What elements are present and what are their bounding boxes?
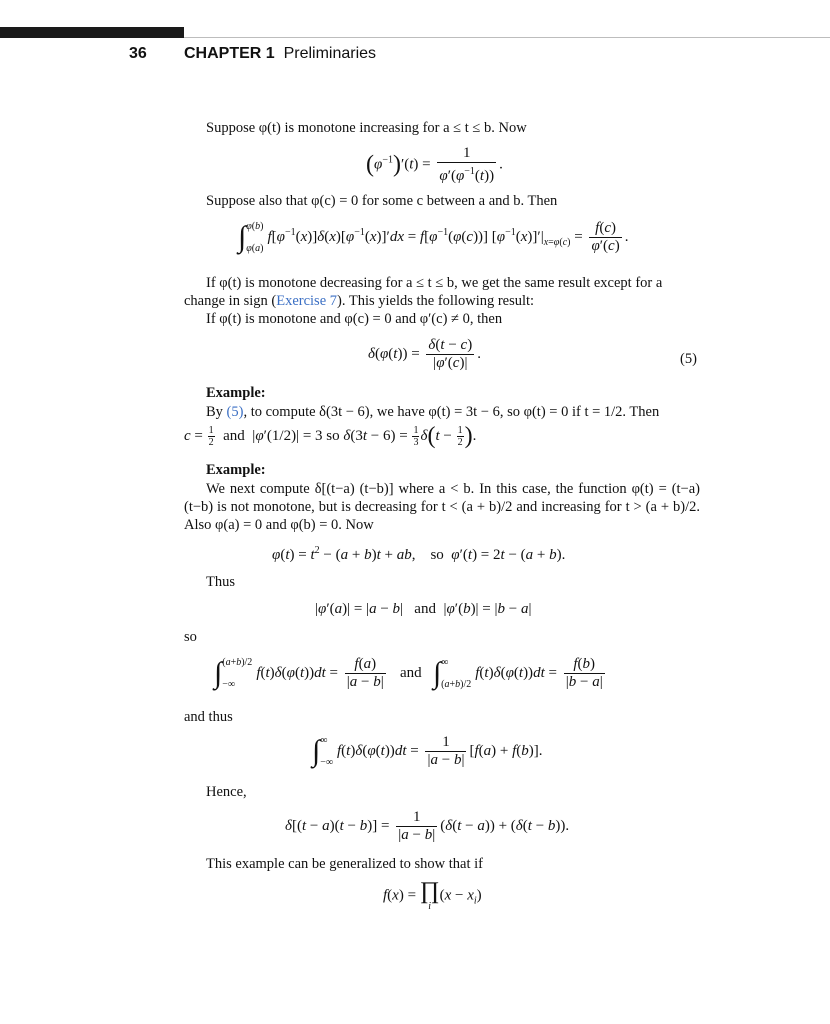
sign-change-text-a: change in sign ( xyxy=(184,293,277,309)
chapter-label: CHAPTER 1 xyxy=(184,45,275,62)
paragraph-so: so xyxy=(184,629,197,645)
example-1-heading: Example: xyxy=(206,385,266,401)
example-2-heading: Example: xyxy=(206,462,266,478)
chapter-title: Preliminaries xyxy=(283,45,377,62)
example-2-text: We next compute δ[(t−a) (t−b)] where a < b. In this case, the function φ(t) = (t−a) (t−b) is not monotone, but is decreasing for t < (a + b)/2 and increasing for t > (a + b)/2. Also φ(a) = 0 and φ(b) = 0. Now xyxy=(184,481,700,533)
equation-example-1-result: c = $\frac{1}{2}$ and |φ′(1/2)| = 3 so δ(3t − 6) = $\frac{1}{3}$ δ(t − $\frac{1}{2}$ ). xyxy=(184,423,477,449)
header-bar xyxy=(0,27,184,38)
chapter-heading xyxy=(184,45,376,63)
equation-derivative-abs: |φ′(a)| = |a − b| and |φ′(b)| = |b − a| xyxy=(315,601,532,617)
equation-product-polynomial: f(x) = ∏ i $(x - x_i)$ xyxy=(383,878,482,912)
paragraph-and-thus: and thus xyxy=(184,709,233,725)
paragraph-generalize: This example can be generalized to show that if xyxy=(206,856,484,872)
paragraph-phi-c-zero: Suppose also that φ(c) = 0 for some c between a and b. Then xyxy=(206,193,558,209)
equation-5-link[interactable]: (5) xyxy=(226,404,244,420)
example-1-text xyxy=(206,403,659,421)
equation-phi-quadratic: $\varphi(t) = t^2 - (a + b)t$ + ab, so φ′(t) = 2t − (a + b). xyxy=(272,545,566,563)
example-1-text-a: By xyxy=(206,404,227,420)
equation-inverse-derivative: $(\varphi^{-1})'(t)$ = $\frac{1}{\varphi'(\varphi^{-1}(t))}$ . xyxy=(366,145,503,184)
equation-5: δ(φ(t)) = $\frac{\delta(t - c)}{|\varphi'(c)|}$ . xyxy=(368,337,481,371)
paragraph-monotone-increasing: Suppose φ(t) is monotone increasing for a ≤ t ≤ b. Now xyxy=(206,120,527,136)
exercise-7-link[interactable]: Exercise 7 xyxy=(276,293,338,309)
equation-number-5: (5) xyxy=(680,351,697,367)
equation-full-integral: ∫ ∞ −∞ f(t)δ(φ(t))dt = $\frac{1}{|a - b|}$ [f(a) + f(b)]. xyxy=(312,734,543,768)
example-1-text-b: , to compute δ(3t − 6), we have φ(t) = 3t − 6, so φ(t) = 0 if t = 1/2. Then xyxy=(243,404,660,420)
page-number: 36 xyxy=(129,45,147,62)
equation-substitution-integral: ∫ φ(b) φ(a) $f[\varphi^{-1}(x)]\delta(x)[\varphi^{-1}(x)]'dx = f[\varphi^{-1}(\varphi(c))] [\varphi^{-1}(x)]'|_{x=\varphi(c)}$ = $\frac{f(c)}{\varphi'(c)}$ . xyxy=(238,220,629,254)
paragraph-sign-change xyxy=(184,292,534,310)
sign-change-text-b: ). This yields the following result: xyxy=(337,293,535,309)
paragraph-result-condition: If φ(t) is monotone and φ(c) = 0 and φ′(c) ≠ 0, then xyxy=(206,311,503,327)
header-rule xyxy=(184,37,830,38)
paragraph-hence: Hence, xyxy=(206,784,247,800)
paragraph-thus: Thus xyxy=(206,574,235,590)
equation-split-integrals: ∫ (a+b)/2 −∞ f(t)δ(φ(t))dt = $\frac{f(a)}{|a - b|}$ and ∫ ∞ (a+b)/2 f(t)δ(φ(t))dt = $\frac{f(b)}{|b - a|}$ xyxy=(214,656,603,690)
equation-delta-product: δ[(t − a)(t − b)] = $\frac{1}{|a - b|}$ (δ(t − a)) + (δ(t − b)). xyxy=(285,809,570,843)
paragraph-monotone-decreasing: If φ(t) is monotone decreasing for a ≤ t ≤ b, we get the same result except for a xyxy=(206,275,663,291)
